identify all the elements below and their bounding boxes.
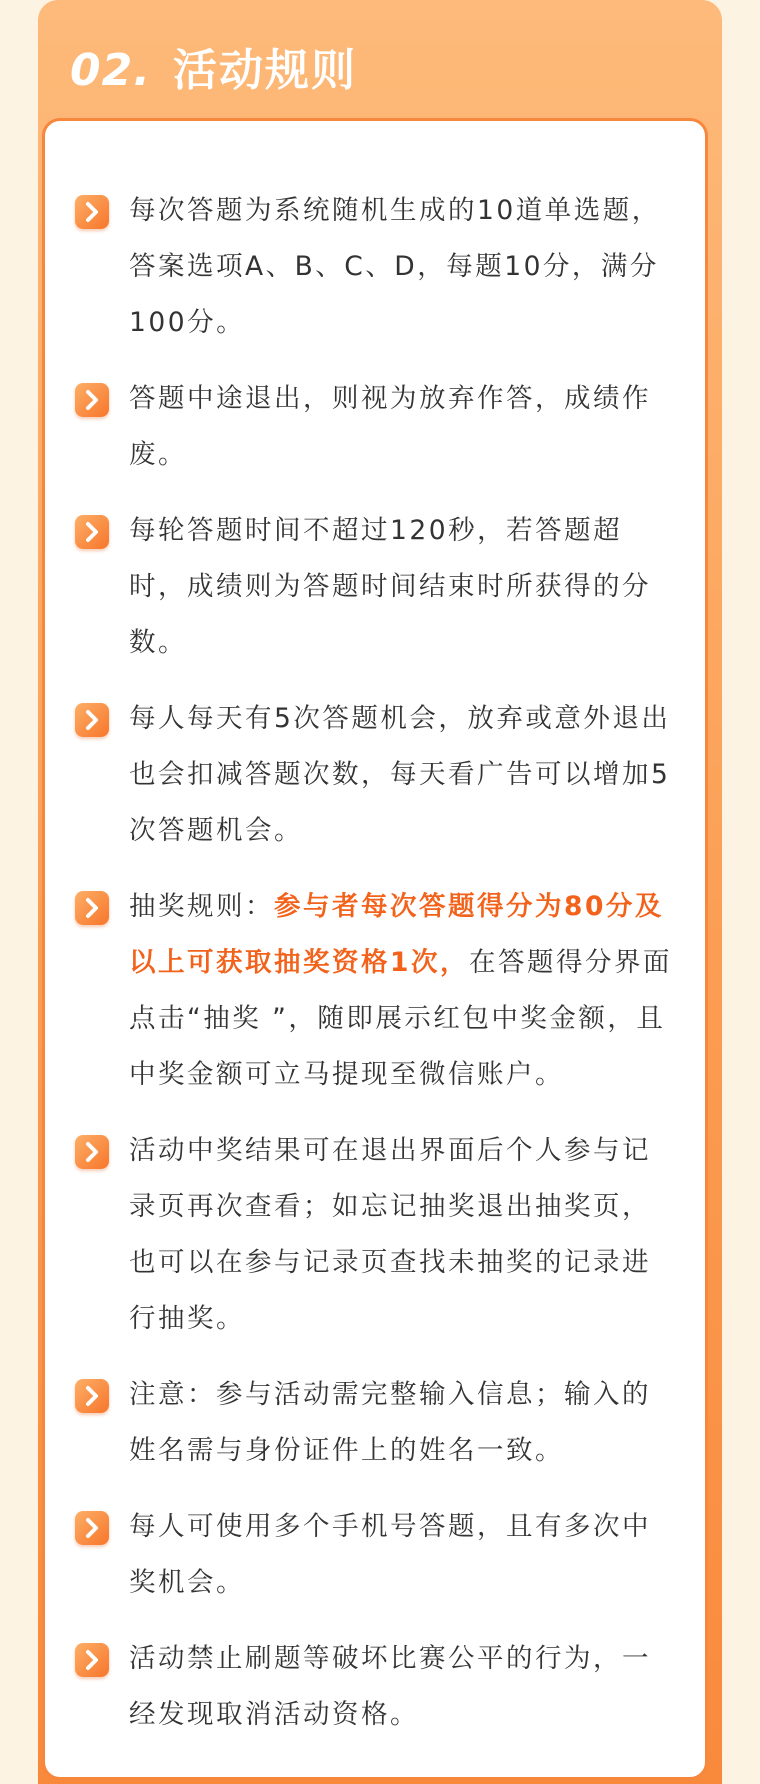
rule-text: 活动禁止刷题等破坏比赛公平的行为，一经发现取消活动资格。: [129, 1643, 651, 1730]
chevron-right-icon: [75, 1135, 109, 1169]
rule-text: 活动中奖结果可在退出界面后个人参与记录页再次查看；如忘记抽奖退出抽奖页，也可以在参与记录页查找未抽奖的记录进行抽奖。: [129, 1135, 651, 1334]
chevron-right-icon: [75, 1643, 109, 1677]
rule-item: [45, 1367, 705, 1479]
section-number: 02.: [70, 45, 151, 96]
rules-card: [38, 0, 722, 1784]
rule-text: 每人可使用多个手机号答题，且有多次中奖机会。: [129, 1511, 651, 1598]
rule-item: [45, 1631, 705, 1743]
chevron-right-icon: [75, 195, 109, 229]
rule-item: [45, 371, 705, 483]
rules-panel: [42, 118, 708, 1780]
chevron-right-icon: [75, 1511, 109, 1545]
rule-item-lottery: [45, 879, 705, 1103]
rule-text: 每轮答题时间不超过120秒，若答题超时，成绩则为答题时间结束时所获得的分数。: [129, 515, 651, 658]
rule-item: [45, 1499, 705, 1611]
rule-text: 注意：参与活动需完整输入信息；输入的姓名需与身份证件上的姓名一致。: [129, 1379, 651, 1466]
section-title: [70, 34, 357, 98]
rule-item: [45, 183, 705, 351]
chevron-right-icon: [75, 891, 109, 925]
rule-text: 答题中途退出，则视为放弃作答，成绩作废。: [129, 383, 651, 470]
rule-prefix: 抽奖规则：: [129, 891, 274, 922]
section-title-text: 活动规则: [172, 45, 357, 96]
rule-text: 每次答题为系统随机生成的10道单选题，答案选项A、B、C、D，每题10分，满分100分。: [129, 195, 661, 338]
section-header: [38, 0, 722, 120]
rule-suffix: 在答题得分界面点击“抽奖 ”，随即展示红包中奖金额，且中奖金额可立马提现至微信账户。: [129, 947, 672, 1090]
rule-item: [45, 1123, 705, 1347]
chevron-right-icon: [75, 703, 109, 737]
rule-highlight: 参与者每次答题得分为80分及以上可获取抽奖资格1次，: [129, 891, 664, 978]
chevron-right-icon: [75, 1379, 109, 1413]
rule-item: [45, 503, 705, 671]
rule-text: 每人每天有5次答题机会，放弃或意外退出也会扣减答题次数，每天看广告可以增加5次答题机会。: [129, 703, 671, 846]
chevron-right-icon: [75, 515, 109, 549]
rules-list: [45, 183, 705, 1763]
rule-item: [45, 691, 705, 859]
chevron-right-icon: [75, 383, 109, 417]
